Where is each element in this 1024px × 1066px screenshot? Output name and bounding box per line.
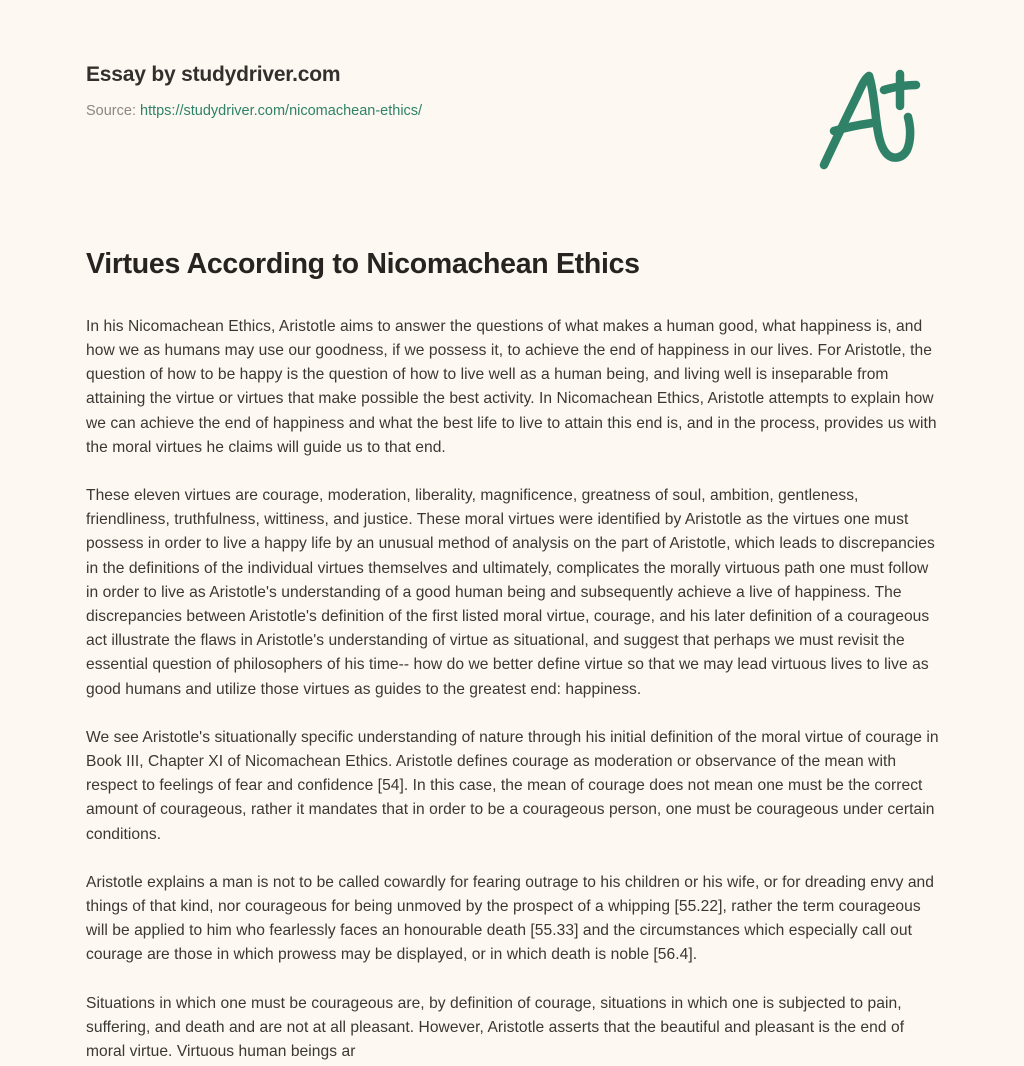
brand-heading: Essay by studydriver.com <box>86 63 341 86</box>
a-plus-logo-icon <box>812 66 928 176</box>
paragraph: These eleven virtues are courage, moderation, liberality, magnificence, greatness of soul, ambition, gentleness, friendliness, truthfulness, wittiness, and justice. These moral virtues were identified by Aristotle as the virtues one must possess in order to live a happy life by an unusual method of analysis on the part of Aristotle, which leads to discrepancies in the definitions of the individual virtues themselves and ultimately, complicates the morally virtuous path one must follow in order to live as Aristotle's understanding of a good human being and subsequently achieve a live of happiness. The discrepancies between Aristotle's definition of the first listed moral virtue, courage, and his later definition of a courageous act illustrate the flaws in Aristotle's understanding of virtue as situational, and suggest that perhaps we must revisit the essential question of philosophers of his time-- how do we better define virtue so that we may lead virtuous lives to live as good humans and utilize those virtues as guides to the greatest end: happiness. <box>86 486 935 698</box>
paragraph: In his Nicomachean Ethics, Aristotle aims to answer the questions of what makes a human good, what happiness is, and how we as humans may use our goodness, if we possess it, to achieve the end of happiness in our lives. For Aristotle, the question of how to be happy is the question of how to live well as a human being, and living well is inseparable from attaining the virtue or virtues that make possible the best activity. In Nicomachean Ethics, Aristotle attempts to explain how we can achieve the end of happiness and what the best life to live to attain this end is, and in the process, provides us with the moral virtues he claims will guide us to that end. <box>86 317 937 456</box>
source-url-link[interactable]: https://studydriver.com/nicomachean-ethics/ <box>140 103 423 120</box>
paragraph: Situations in which one must be courageous are, by definition of courage, situations in which one is subjected to pain, suffering, and death and are not at all pleasant. However, Aristotle asserts that the beautiful and pleasant is the end of moral virtue. Virtuous human beings ar <box>86 994 905 1061</box>
page-title: Virtues According to Nicomachean Ethics <box>86 248 640 280</box>
paragraph: Aristotle explains a man is not to be called cowardly for fearing outrage to his children or his wife, or for dreading envy and things of that kind, nor courageous for being unmoved by the prospect of a whipping [55.22], rather the term courageous will be applied to him who fearlessly faces an honourable death [55.33] and the circumstances which especially call out courage are those in which prowess may be displayed, or in which death is noble [56.4]. <box>86 873 934 964</box>
paragraph: We see Aristotle's situationally specific understanding of nature through his initial definition of the moral virtue of courage in Book III, Chapter XI of Nicomachean Ethics. Aristotle defines courage as moderation or observance of the mean with respect to feelings of fear and confidence [54]. In this case, the mean of courage does not mean one must be the correct amount of courageous, rather it mandates that in order to be a courageous person, one must be courageous under certain conditions. <box>86 728 939 843</box>
a-plus-logo <box>812 66 928 176</box>
article-body <box>86 315 944 1064</box>
article-container <box>0 248 1024 1064</box>
source-label: Source: <box>86 103 140 120</box>
